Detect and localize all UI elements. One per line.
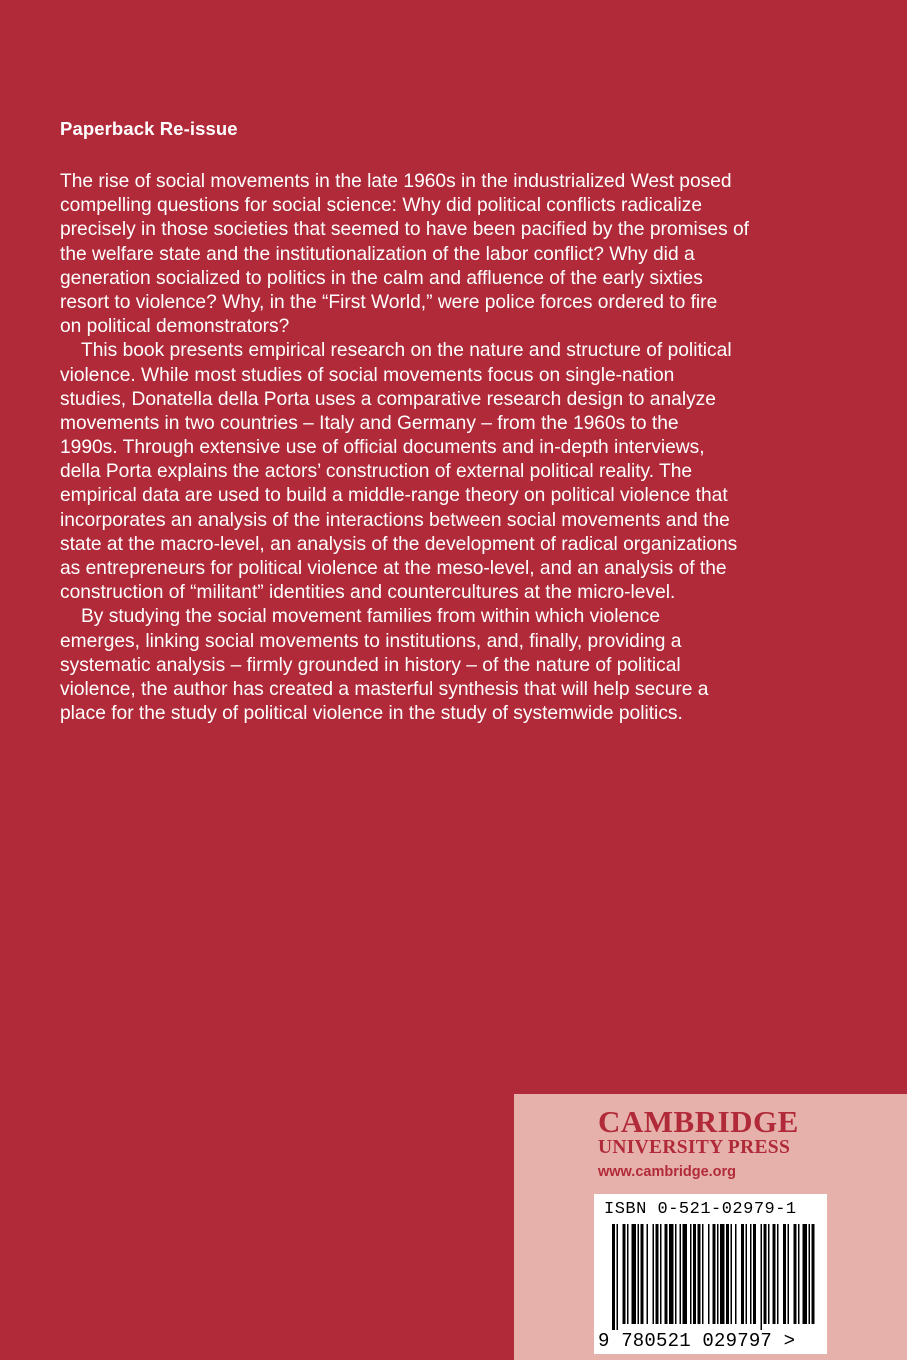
- barcode-bar: [653, 1224, 655, 1324]
- barcode-bar: [746, 1224, 748, 1324]
- barcode-bar: [761, 1224, 763, 1330]
- barcode-bar: [812, 1224, 815, 1324]
- heading: Paperback Re-issue: [60, 118, 238, 139]
- barcode-bar: [726, 1224, 729, 1324]
- barcode-bar: [690, 1224, 692, 1324]
- barcode-bar: [798, 1224, 800, 1324]
- barcode-bar: [803, 1224, 808, 1324]
- barcode-bar: [669, 1224, 674, 1324]
- barcode-bar: [735, 1224, 737, 1324]
- paragraph-line: on political demonstrators?: [60, 316, 290, 338]
- barcode-bar: [641, 1224, 644, 1324]
- barcode-bar: [665, 1224, 668, 1324]
- barcode-bar: [809, 1224, 811, 1324]
- barcode-bar: [683, 1224, 688, 1324]
- barcode-bar: [777, 1224, 779, 1324]
- paragraph-line: construction of “militant” identities and countercultures at the micro-level.: [60, 582, 676, 604]
- paragraph-line: precisely in those societies that seemed to have been pacified by the promises of: [60, 219, 750, 241]
- blurb: [60, 170, 860, 726]
- barcode-bar: [768, 1224, 770, 1324]
- barcode-bar: [708, 1224, 710, 1324]
- paragraph-line: empirical data are used to build a middle-range theory on political violence that: [60, 485, 728, 507]
- barcode-bar: [623, 1224, 626, 1324]
- barcode-bar: [783, 1224, 786, 1324]
- publisher-url: www.cambridge.org: [598, 1164, 737, 1180]
- paragraph-line: place for the study of political violence in the study of systemwide politics.: [60, 703, 683, 725]
- paragraph-line: emerges, linking social movements to institutions, and, finally, providing a: [60, 630, 682, 652]
- barcode-bar: [794, 1224, 797, 1324]
- paragraph-line: state at the macro-level, an analysis of the development of radical organizations: [60, 533, 738, 555]
- barcode-bar: [698, 1224, 701, 1324]
- paragraph-line: This book presents empirical research on the nature and structure of political: [81, 340, 732, 362]
- paragraph-line: resort to violence? Why, in the “First World,” were police forces ordered to fire: [60, 291, 718, 313]
- paragraph-line: The rise of social movements in the late 1960s in the industrialized West posed: [60, 171, 732, 192]
- paragraph-2: [60, 339, 860, 605]
- paragraph-line: as entrepreneurs for political violence at the meso-level, and an analysis of the: [60, 558, 727, 579]
- barcode-bar: [617, 1224, 619, 1330]
- barcode-bar: [660, 1224, 662, 1324]
- paragraph-line: 1990s. Through extensive use of official documents and in-depth interviews,: [60, 437, 705, 459]
- barcode-box: [594, 1194, 827, 1354]
- publisher-subname: UNIVERSITY PRESS: [598, 1137, 791, 1158]
- barcode-bar: [717, 1224, 719, 1324]
- paragraph-line: della Porta explains the actors’ construction of external political reality. The: [60, 461, 693, 483]
- paragraph-3: [60, 605, 860, 726]
- paragraph-line: movements in two countries – Italy and Germany – from the 1960s to the: [60, 412, 679, 434]
- barcode-bar: [720, 1224, 725, 1324]
- barcode-icon: [598, 1224, 823, 1330]
- isbn-label: ISBN 0-521-02979-1: [604, 1200, 797, 1219]
- ean-digits: 9 780521 029797 >: [598, 1330, 796, 1352]
- barcode-bar: [627, 1224, 629, 1324]
- paragraph-line: studies, Donatella della Porta uses a comparative research design to analyze: [60, 388, 716, 410]
- barcode-bar: [638, 1224, 640, 1324]
- barcode-bar: [788, 1224, 790, 1324]
- barcode-bar: [741, 1224, 744, 1324]
- paragraph-1: [60, 170, 860, 339]
- paragraph-line: By studying the social movement families from within which violence: [81, 606, 661, 628]
- barcode-bar: [632, 1224, 637, 1324]
- barcode-bar: [612, 1224, 615, 1330]
- barcode-bar: [773, 1224, 776, 1324]
- barcode-bar: [753, 1224, 756, 1324]
- barcode-bar: [750, 1224, 752, 1324]
- paragraph-line: generation socialized to politics in the calm and affluence of the early sixties: [60, 267, 703, 289]
- barcode-bar: [764, 1224, 767, 1324]
- paragraph-line: violence, the author has created a masterful synthesis that will help secure a: [60, 678, 709, 700]
- paragraph-line: incorporates an analysis of the interactions between social movements and the: [60, 509, 730, 531]
- paragraph-line: systematic analysis – firmly grounded in history – of the nature of political: [60, 654, 681, 676]
- barcode-bar: [702, 1224, 704, 1324]
- publisher-name: CAMBRIDGE: [598, 1104, 799, 1139]
- barcode-bar: [675, 1224, 677, 1324]
- barcode-bar: [693, 1224, 696, 1324]
- paragraph-line: compelling questions for social science: Why did political conflicts radicalize: [60, 195, 703, 217]
- barcode-bar: [656, 1224, 659, 1324]
- barcode-bar: [680, 1224, 682, 1324]
- barcode-bar: [713, 1224, 716, 1324]
- barcode-bar: [647, 1224, 649, 1324]
- paragraph-line: the welfare state and the institutionalization of the labor conflict? Why did a: [60, 243, 695, 265]
- paragraph-line: violence. While most studies of social movements focus on single-nation: [60, 364, 675, 386]
- barcode-bar: [731, 1224, 733, 1324]
- publisher-panel: [514, 1094, 907, 1360]
